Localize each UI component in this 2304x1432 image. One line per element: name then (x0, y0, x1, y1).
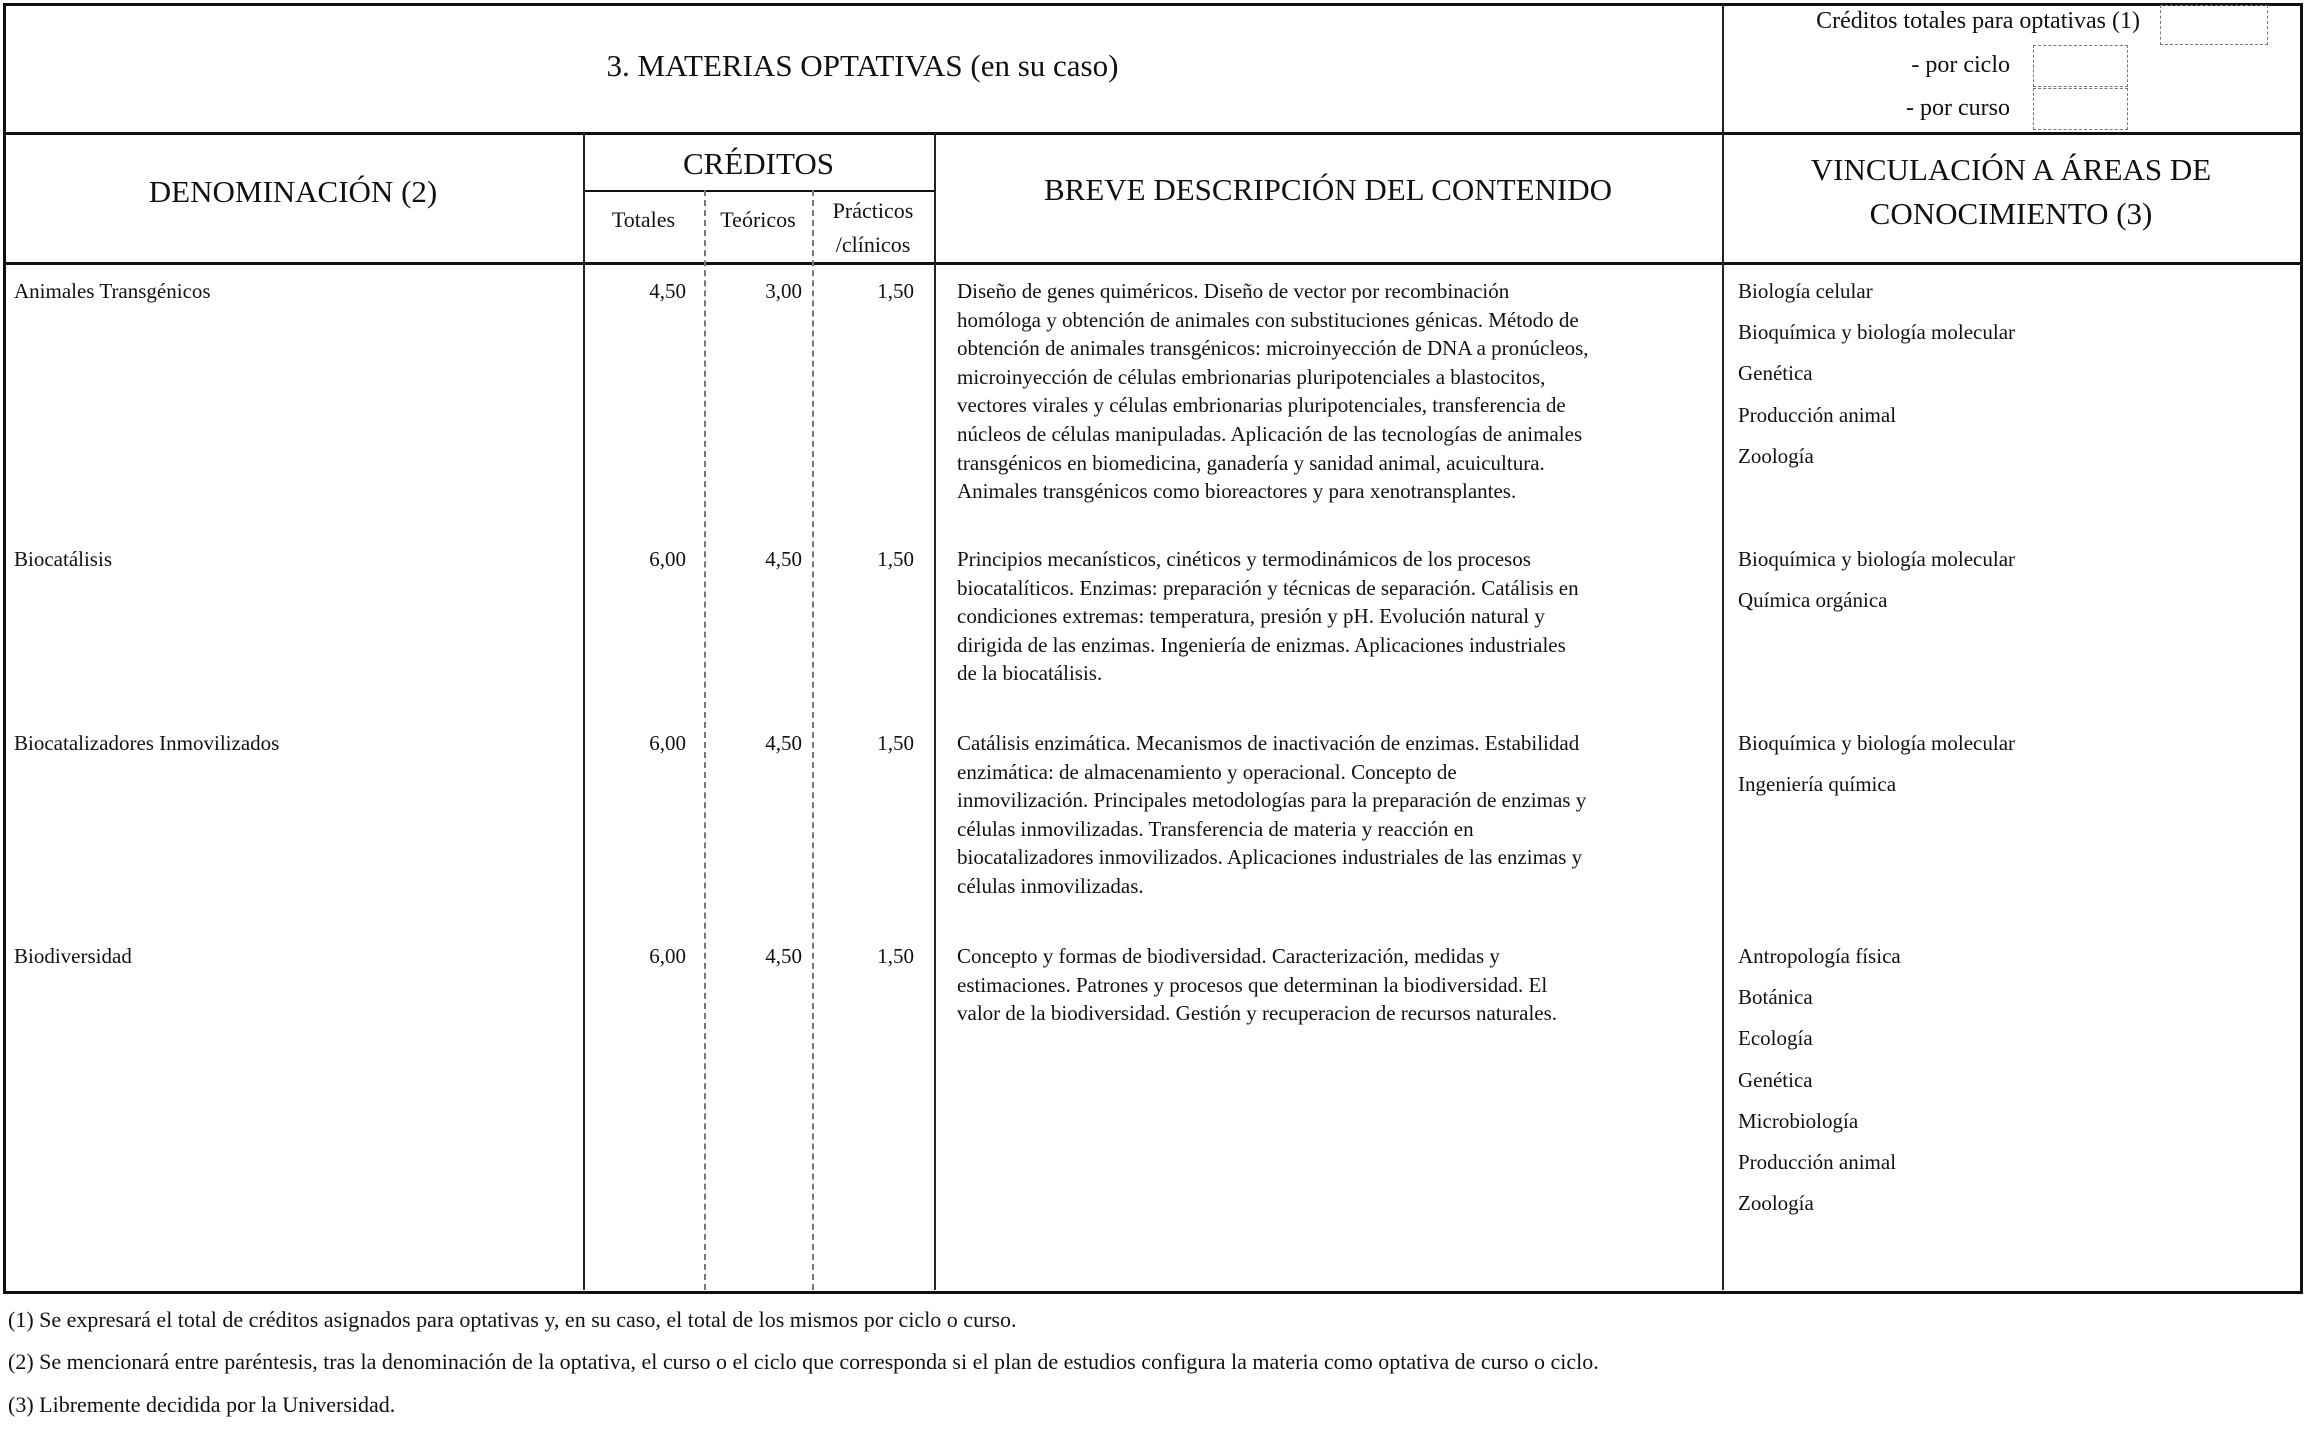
description-line: obtención de animales transgénicos: microinyección de DNA a pronúcleos, (957, 336, 1589, 361)
credits-theory: 4,50 (765, 547, 802, 571)
footnote: (1) Se expresará el total de créditos asignados para optativas y, en su caso, el total de los mismos por ciclo o curso. (8, 1307, 1017, 1332)
credits-total: 6,00 (649, 547, 686, 571)
description-line: condiciones extremas: temperatura, presión y pH. Evolución natural y (957, 604, 1545, 629)
knowledge-area: Ecología (1738, 1026, 1813, 1051)
description-line: vectores virales y células embrionarias pluripotenciales, transferencia de (957, 393, 1566, 418)
header-clinical: /clínicos (835, 232, 911, 257)
description-line: células inmovilizadas. (957, 874, 1144, 898)
description-line: Animales transgénicos como bioreactores y para xenotransplantes. (957, 479, 1517, 504)
credits-total: 4,50 (649, 279, 686, 303)
knowledge-area: Bioquímica y biología molecular (1738, 547, 2016, 571)
per-cycle-label: - por ciclo (1911, 52, 2010, 78)
knowledge-area: Ingeniería química (1738, 772, 1897, 797)
knowledge-area: Genética (1738, 1067, 1813, 1092)
credits-total-field[interactable] (2160, 5, 2268, 45)
credits-theory: 4,50 (765, 731, 802, 755)
subject-name: Biocatálisis (14, 547, 112, 571)
description-line: enzimática: de almacenamiento y operacional. Concepto de (957, 759, 1457, 784)
per-cycle-field[interactable] (2033, 45, 2128, 87)
description-line: inmovilización. Principales metodologías para la preparación de enzimas y (957, 788, 1587, 813)
header-divider (3, 132, 2300, 135)
description-line: Concepto y formas de biodiversidad. Caracterización, medidas y (957, 944, 1500, 968)
description-line: transgénicos en biomedicina, ganadería y sanidad animal, acuicultura. (957, 450, 1545, 475)
knowledge-area: Bioquímica y biología molecular (1738, 731, 2016, 755)
knowledge-area: Biología celular (1738, 279, 1873, 303)
per-course-label: - por curso (1906, 95, 2010, 121)
knowledge-area: Zoología (1738, 443, 1814, 468)
header-credits: CRÉDITOS (682, 146, 834, 181)
header-areas-line2: CONOCIMIENTO (3) (1869, 196, 2153, 231)
knowledge-area: Zoología (1738, 1191, 1814, 1216)
header-description: BREVE DESCRIPCIÓN DEL CONTENIDO (1043, 172, 1613, 207)
subject-name: Animales Transgénicos (14, 279, 211, 303)
credits-practice: 1,50 (877, 944, 914, 968)
description-line: valor de la biodiversidad. Gestión y recuperacion de recursos naturales. (957, 1001, 1558, 1026)
description-line: microinyección de células embrionarias pluripotenciales a blastocitos, (957, 364, 1546, 389)
header-totals: Totales (611, 207, 676, 232)
credits-theory: 4,50 (765, 944, 802, 968)
description-line: Principios mecanísticos, cinéticos y termodinámicos de los procesos (957, 547, 1531, 571)
description-line: núcleos de células manipuladas. Aplicación de las tecnologías de animales (957, 422, 1583, 446)
description-line: Catálisis enzimática. Mecanismos de inactivación de enzimas. Estabilidad (957, 731, 1580, 755)
description-line: células inmovilizadas. Transferencia de materia y reacción en (957, 816, 1474, 841)
credits-subheader-divider (583, 190, 934, 192)
knowledge-area: Genética (1738, 361, 1813, 386)
header-areas-line1: VINCULACIÓN A ÁREAS DE (1810, 152, 2212, 187)
header-name: DENOMINACIÓN (2) (148, 174, 438, 209)
credits-practice: 1,50 (877, 731, 914, 755)
footnote: (3) Libremente decidida por la Universidad. (8, 1392, 396, 1417)
description-line: estimaciones. Patrones y procesos que determinan la biodiversidad. El (957, 972, 1548, 997)
subject-name: Biocatalizadores Inmovilizados (14, 731, 280, 755)
credits-practice: 1,50 (877, 547, 914, 571)
description-line: dirigida de las enzimas. Ingeniería de enizmas. Aplicaciones industriales (957, 632, 1566, 657)
credits-total: 6,00 (649, 731, 686, 755)
knowledge-area: Bioquímica y biología molecular (1738, 320, 2016, 345)
knowledge-area: Química orgánica (1738, 588, 1888, 613)
footnote: (2) Se mencionará entre paréntesis, tras la denominación de la optativa, el curso o el ciclo que corresponda si el plan de estudios configura la materia como optativa de curso o ciclo. (8, 1349, 1599, 1374)
credits-practice: 1,50 (877, 279, 914, 303)
description-line: Diseño de genes quiméricos. Diseño de vector por recombinación (957, 279, 1510, 303)
knowledge-area: Botánica (1738, 985, 1813, 1010)
credits-theory: 3,00 (765, 279, 802, 303)
column-header-divider (3, 262, 2300, 265)
description-line: homóloga y obtención de animales con substituciones génicas. Método de (957, 307, 1579, 332)
knowledge-area: Microbiología (1738, 1108, 1859, 1133)
section-title: 3. MATERIAS OPTATIVAS (en su caso) (606, 48, 1119, 83)
knowledge-area: Antropología física (1738, 944, 1901, 968)
per-course-field[interactable] (2033, 88, 2128, 130)
column-divider (583, 132, 585, 1290)
description-line: biocatalíticos. Enzimas: preparación y técnicas de separación. Catálisis en (957, 575, 1579, 600)
knowledge-area: Producción animal (1738, 1150, 1897, 1174)
knowledge-area: Producción animal (1738, 402, 1897, 427)
column-divider (934, 132, 936, 1290)
subject-name: Biodiversidad (14, 944, 132, 968)
credits-total-label: Créditos totales para optativas (1) (1816, 8, 2140, 34)
header-practical: Prácticos (832, 198, 914, 223)
header-theoretical: Teóricos (720, 207, 796, 232)
credits-total: 6,00 (649, 944, 686, 968)
description-line: de la biocatálisis. (957, 661, 1103, 686)
description-line: biocatalizadores inmovilizados. Aplicaciones industriales de las enzimas y (957, 845, 1583, 870)
